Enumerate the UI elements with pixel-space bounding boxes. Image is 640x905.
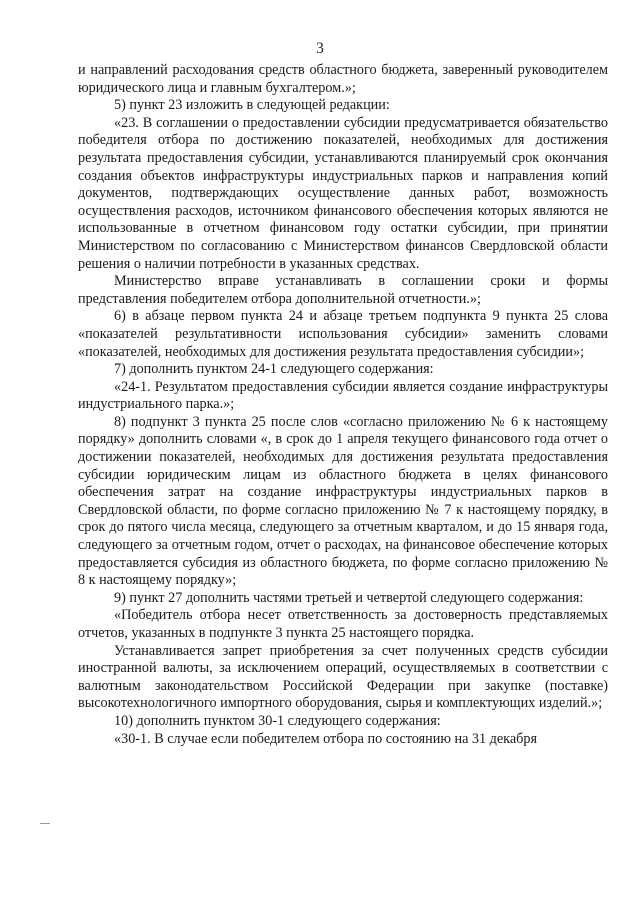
paragraph-item-10: 10) дополнить пунктом 30-1 следующего содержания:	[114, 712, 441, 729]
paragraph-item-9: 9) пункт 27 дополнить частями третьей и четвертой следующего содержания:	[114, 589, 584, 606]
paragraph-clause-23: «23. В соглашении о предоставлении субсидии предусматривается обязательство победителя отбора по достижению показателей, необходимых для достижения результата предоставления субсидии, устанавливаются планируемый срок окончания создания объектов инфраструктуры индустриальных парков и направления копий документов, подтверждающих осуществление данных работ, возможность осуществления расходов, источником финансового обеспечения которых являются не использованные в отчетном финансовом году остатки субсидии, при принятии Министерством по согласованию с Министерством финансов Свердловской области решения о наличии потребности в указанных средствах.	[78, 114, 608, 272]
paragraph-continuation: и направлений расходования средств областного бюджета, заверенный руководителем юридического лица и главным бухгалтером.»;	[78, 62, 608, 96]
paragraph-item-8: 8) подпункт 3 пункта 25 после слов «согласно приложению № 6 к настоящему порядку» дополнить словами «, в срок до 1 апреля текущего финансового года отчет о достижении показателей, необходимых для достижения результата предоставления субсидии юридическим лицам из областного бюджета в целях финансового обеспечения затрат на создание инфраструктуры индустриальных парков в Свердловской области, по форме согласно приложению № 7 к настоящему порядку, в срок до пятого числа месяца, следующего за отчетным кварталом, и до 15 января года, следующего за отчетным годом, отчет о расходах, на финансовое обеспечение которых предоставляется субсидия из областного бюджета, по форме согласно приложению № 8 к настоящему порядку»;	[78, 413, 608, 589]
margin-mark	[40, 823, 50, 824]
page-number: 3	[316, 40, 324, 57]
paragraph-currency-ban: Устанавливается запрет приобретения за счет полученных средств субсидии иностранной валюты, за исключением операций, осуществляемых в соответствии с валютным законодательством Российской Федерации при закупке (поставке) высокотехнологичного импортного оборудования, сырья и комплектующих изделий.»;	[78, 642, 608, 712]
paragraph-clause-30-1: «30-1. В случае если победителем отбора по состоянию на 31 декабря	[114, 730, 537, 747]
paragraph-item-7: 7) дополнить пунктом 24-1 следующего содержания:	[114, 361, 434, 378]
paragraph-ministry-rights: Министерство вправе устанавливать в соглашении сроки и формы представления победителем отбора дополнительной отчетности.»;	[78, 273, 608, 307]
document-body	[78, 62, 608, 748]
paragraph-winner-responsibility: «Победитель отбора несет ответственность за достоверность представляемых отчетов, указанных в подпункте 3 пункта 25 настоящего порядка.	[78, 607, 608, 641]
paragraph-clause-24-1: «24-1. Результатом предоставления субсидии является создание инфраструктуры индустриального парка.»;	[78, 378, 608, 413]
paragraph-item-5: 5) пункт 23 изложить в следующей редакции:	[114, 97, 390, 114]
paragraph-item-6: 6) в абзаце первом пункта 24 и абзаце третьем подпункта 9 пункта 25 слова «показателей результативности использования субсидии» заменить словами «показателей, необходимых для достижения результата предоставления субсидии»;	[78, 308, 608, 360]
